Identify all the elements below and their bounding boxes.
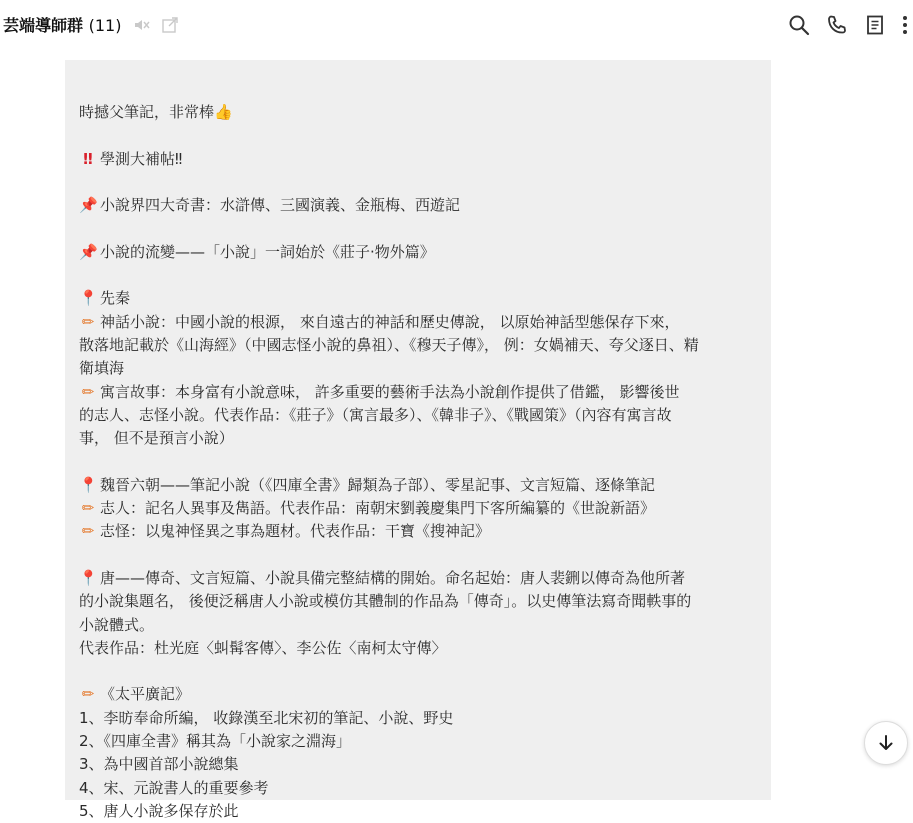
message-text: [79, 101, 764, 823]
message-line-text: 3、為中國首部小說總集: [79, 755, 239, 774]
message-line-text: 魏晉六朝——筆記小說（《四庫全書》歸類為子部）、零星記事、文言短篇、逐條筆記: [100, 475, 656, 494]
message-line-text: 學測大補帖‼: [100, 149, 183, 168]
pencil-icon: ✏: [81, 382, 95, 401]
message-line-text: 時撼父筆記，非常棒👍: [79, 103, 233, 121]
pencil-icon: ✏: [81, 522, 95, 541]
message-line: [79, 334, 764, 357]
scroll-to-bottom-button[interactable]: [864, 721, 908, 765]
message-line-text: 小說體式。: [79, 615, 155, 634]
message-line-text: 事， 但不是預言小說）: [79, 429, 234, 448]
message-line-text: 《太平廣記》: [100, 685, 191, 704]
pushpin-icon: 📌: [79, 242, 98, 261]
message-line: [79, 800, 764, 823]
message-line: [79, 101, 764, 124]
message-line-text: 志人：記名人異事及雋語。代表作品：南朝宋劉義慶集門下客所編纂的《世說新語》: [100, 499, 656, 518]
message-line: [79, 357, 764, 380]
message-line: [79, 567, 764, 590]
message-line: [79, 707, 764, 730]
pencil-icon: ✏: [81, 685, 95, 704]
message-line: [79, 683, 764, 706]
message-line-text: 代表作品：杜光庭〈虯髯客傳〉、李公佐〈南柯太守傳〉: [79, 638, 447, 657]
arrow-down-icon: [877, 734, 895, 752]
mute-icon[interactable]: [133, 16, 151, 38]
message-line: [79, 148, 764, 171]
member-count: (11): [88, 16, 122, 35]
message-line: [79, 311, 764, 334]
message-line: [79, 614, 764, 637]
message-line-text: 5、唐人小說多保存於此: [79, 801, 239, 820]
message-line: [79, 381, 764, 404]
message-line: [79, 124, 764, 147]
more-vert-icon[interactable]: [897, 12, 913, 38]
message-line-text: 寓言故事：本身富有小說意味， 許多重要的藝術手法為小說創作提供了借鑑， 影響後世: [100, 382, 680, 401]
message-line-text: 散落地記載於《山海經》（中國志怪小說的鼻祖）、《穆天子傳》， 例：女媧補天、夸父逐日、精: [79, 335, 699, 354]
round-pin-icon: 📍: [79, 289, 98, 308]
message-line: [79, 637, 764, 660]
message-line-text: 的小說集題名， 後便泛稱唐人小說或模仿其體制的作品為「傳奇」。以史傳筆法寫奇聞軼事的: [79, 592, 692, 611]
pushpin-icon: 📌: [79, 196, 98, 215]
chat-header: [0, 0, 913, 50]
message-line: [79, 217, 764, 240]
round-pin-icon: 📍: [79, 475, 98, 494]
message-line: [79, 450, 764, 473]
message-line-text: 先秦: [100, 289, 131, 308]
message-line: [79, 404, 764, 427]
message-line-text: 神話小說：中國小說的根源， 來自遠古的神話和歷史傳說， 以原始神話型態保存下來，: [100, 312, 680, 331]
double-exclamation-icon: ‼: [83, 149, 93, 168]
message-line: [79, 497, 764, 520]
message-line-text: 唐——傳奇、文言短篇、小說具備完整結構的開始。命名起始：唐人裴鉶以傳奇為他所著: [100, 568, 686, 587]
external-window-icon[interactable]: [161, 16, 179, 38]
message-line-text: 小說的流變——「小說」一詞始於《莊子·物外篇》: [100, 242, 435, 261]
message-line-text: 1、李昉奉命所編， 收錄漢至北宋初的筆記、小說、野史: [79, 708, 454, 727]
message-line: [79, 590, 764, 613]
message-line-text: 的志人、志怪小說。代表作品：《莊子》（寓言最多）、《韓非子》、《戰國策》（內容有寓言故: [79, 405, 672, 424]
chat-title[interactable]: [3, 13, 179, 38]
message-line-text: 小說界四大奇書：水滸傳、三國演義、金瓶梅、西遊記: [100, 196, 461, 215]
round-pin-icon: 📍: [79, 568, 98, 587]
message-line: [79, 660, 764, 683]
pencil-icon: ✏: [81, 499, 95, 518]
message-line: [79, 287, 764, 310]
message-line: [79, 474, 764, 497]
message-line: [79, 264, 764, 287]
message-line: [79, 777, 764, 800]
phone-icon[interactable]: [824, 12, 850, 38]
message-line: [79, 544, 764, 567]
message-line-text: 志怪：以鬼神怪異之事為題材。代表作品：干寶《搜神記》: [100, 522, 491, 541]
message-line: [79, 753, 764, 776]
message-line-text: 4、宋、元說書人的重要參考: [79, 778, 269, 797]
message-line: [79, 520, 764, 543]
message-line: [79, 730, 764, 753]
pencil-icon: ✏: [81, 312, 95, 331]
group-name: 芸端導師群: [3, 16, 84, 35]
message-list[interactable]: [0, 50, 913, 820]
message-line-text: 2、《四庫全書》稱其為「小說家之淵海」: [79, 732, 352, 751]
message-line: [79, 241, 764, 264]
notes-icon[interactable]: [862, 12, 888, 38]
message-line: [79, 427, 764, 450]
message-line: [79, 194, 764, 217]
message-line-text: 衛填海: [79, 359, 125, 378]
search-icon[interactable]: [786, 12, 812, 38]
message-line: [79, 171, 764, 194]
